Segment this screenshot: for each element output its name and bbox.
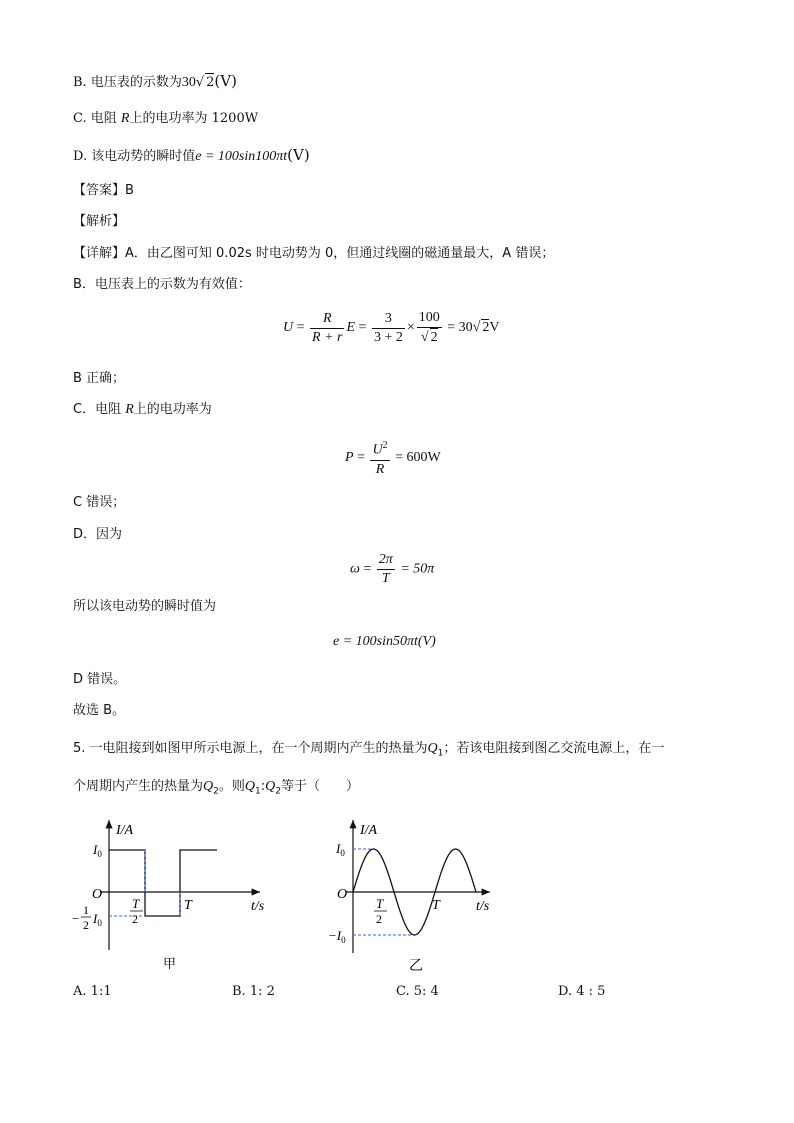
detail-so-text: 所以该电动势的瞬时值为 xyxy=(73,599,217,614)
option-b-prev: B. 电压表的示数为30√ 2(V) xyxy=(73,72,237,90)
option-value: 30 xyxy=(181,75,196,90)
jia-y-label: I/A xyxy=(116,823,134,838)
eq-u-frac2: $\frac{3}{3 + 2}$ xyxy=(373,310,403,345)
yi-x-label: t/s xyxy=(476,899,490,914)
detail-a-text: A．由乙图可知 0.02s 时电动势为 0，但通过线圈的磁通量最大，A 错误； xyxy=(125,246,555,261)
jia-neg-num: 1 xyxy=(83,903,89,917)
detail-tag: 【详解】 xyxy=(73,246,126,261)
equation-e: e = 100sin50πt(V) xyxy=(333,634,436,649)
jia-neg-i0: $I_0$ xyxy=(93,911,102,928)
yi-caption: 乙 xyxy=(409,958,423,974)
yi-y-label: I/A xyxy=(360,823,378,838)
option-formula: e = 100sin100πt xyxy=(195,149,288,164)
option-text: 电压表的示数为 xyxy=(90,75,182,90)
jia-square-wave xyxy=(109,850,217,916)
answer-value: B xyxy=(125,183,134,198)
jia-neg-den: 2 xyxy=(83,918,89,932)
question-5-line1: 5. 一电阻接到如图甲所示电源上，在一个周期内产生的热量为$Q_1$；若该电阻接到图乙交流电源上，在一 xyxy=(73,741,665,759)
yi-origin: O xyxy=(337,887,348,902)
option-c-prev xyxy=(73,110,258,128)
option-var: R xyxy=(120,111,130,126)
eq-u-frac1: $\frac{R}{R + r}$ xyxy=(312,310,343,345)
detail-a-line xyxy=(73,245,554,263)
yi-t-label: T xyxy=(432,898,440,913)
choice-a[interactable]: A. 1:1 xyxy=(73,984,112,999)
analysis-tag: 【解析】 xyxy=(73,214,126,229)
eq-u-lhs: U xyxy=(283,320,294,336)
jia-caption: 甲 xyxy=(163,957,177,972)
eq-u-frac3: $\frac{100}{√ 2}$ xyxy=(418,310,440,345)
yi-t-half-num: T xyxy=(376,896,384,911)
option-radical: 2 xyxy=(206,75,215,90)
jia-x-label: t/s xyxy=(251,899,265,914)
option-text: 电阻 xyxy=(90,111,117,126)
yi-neg-i0-label: $-I_0$ xyxy=(328,928,346,945)
eq-w-frac: $\frac{2\pi}{T}$ xyxy=(378,552,393,586)
option-text-b: 上的电功率为 xyxy=(129,111,208,126)
detail-d-text: D．因为 xyxy=(73,527,123,542)
option-d-prev xyxy=(73,146,310,166)
jia-neg-sign: − xyxy=(72,911,80,926)
option-label: B. xyxy=(73,75,87,90)
option-unit: (V) xyxy=(214,72,237,90)
detail-b-ok: B 正确； xyxy=(73,371,126,386)
figure-yi xyxy=(320,810,510,975)
answer-tag: 【答案】 xyxy=(73,183,126,198)
figure-jia xyxy=(60,810,280,975)
detail-c-line: C．电阻 R上的电功率为 xyxy=(73,402,212,417)
equation-u: U = $\frac{R}{R + r}$ E = $\frac{3}{3 + 2}$ × $\frac{100}{√ 2}$ = 30√ 2V xyxy=(283,310,500,345)
detail-choose: 故选 B。 xyxy=(73,703,126,718)
jia-t-label: T xyxy=(184,898,192,913)
yi-i0-label: $I_0$ xyxy=(336,841,345,858)
answer-line xyxy=(73,182,134,200)
option-label: D. xyxy=(73,149,88,164)
option-text: 该电动势的瞬时值 xyxy=(91,149,196,164)
detail-b-text: B．电压表上的示数为有效值： xyxy=(73,277,251,292)
choice-b[interactable]: B. 1: 2 xyxy=(232,984,275,999)
yi-t-half-den: 2 xyxy=(376,912,382,926)
equation-omega: ω = $\frac{2\pi}{T}$ = 50π xyxy=(350,552,435,586)
equation-p: P = $\frac{U^2}{R}$ = 600W xyxy=(345,437,441,479)
option-label: C. xyxy=(73,111,87,126)
question-5-line2: 个周期内产生的热量为$Q_2$。则$Q_1:Q_2$等于（ ） xyxy=(73,779,360,797)
option-value: 1200W xyxy=(211,111,259,126)
detail-d-bad: D 错误。 xyxy=(73,672,127,687)
answer-choices xyxy=(73,984,713,1004)
jia-i0-label: $I_0$ xyxy=(93,842,102,859)
jia-t-half-num: T xyxy=(132,896,140,911)
choice-c[interactable]: C. 5: 4 xyxy=(396,984,439,999)
jia-origin: O xyxy=(92,887,103,902)
option-unit: (V) xyxy=(287,146,310,164)
choice-d[interactable]: D. 4 : 5 xyxy=(558,984,606,999)
jia-t-half-den: 2 xyxy=(132,912,138,926)
eq-p-frac: $\frac{U^2}{R}$ xyxy=(370,437,389,479)
detail-c-bad: C 错误； xyxy=(73,495,126,510)
